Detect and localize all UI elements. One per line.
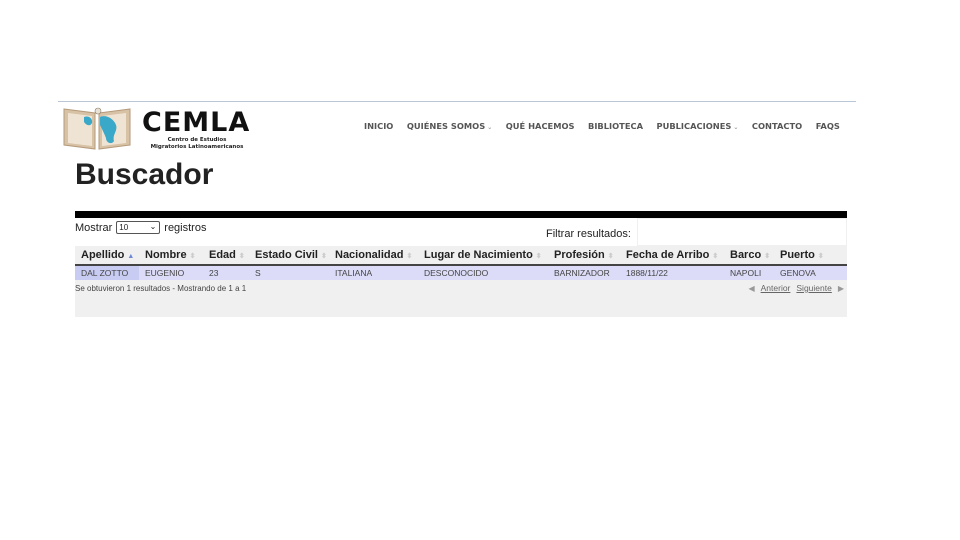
site-header <box>58 102 856 156</box>
next-arrow-icon: ▶ <box>837 283 844 293</box>
sort-icon: ⬍ <box>712 253 719 260</box>
records-label: registros <box>164 221 207 234</box>
column-header-label: Profesión <box>554 249 605 261</box>
sort-icon: ⬍ <box>817 253 824 260</box>
chevron-down-icon: ⌄ <box>487 124 493 131</box>
column-header-label: Edad <box>209 249 236 261</box>
sort-icon: ⬍ <box>320 253 327 260</box>
table-top-bar <box>75 211 847 218</box>
cemla-logo[interactable] <box>62 105 252 153</box>
brand-subtitle-line-2: Migratorios Latinoamericanos <box>150 143 244 150</box>
nav-item-label: QUIÉNES SOMOS <box>406 121 486 131</box>
cell-edad: 23 <box>203 265 249 280</box>
show-label: Mostrar <box>75 221 113 234</box>
column-header-label: Apellido <box>81 249 125 261</box>
column-header-label: Estado Civil <box>255 249 318 261</box>
column-header-label: Nacionalidad <box>335 249 404 261</box>
nav-item-label: CONTACTO <box>751 121 803 131</box>
sort-icon: ⬍ <box>764 253 771 260</box>
column-header-lugar-de-nacimiento[interactable] <box>418 246 548 265</box>
page-title: Buscador <box>75 158 214 191</box>
column-header-label: Lugar de Nacimiento <box>424 249 533 261</box>
column-header-puerto[interactable] <box>774 246 847 265</box>
sort-icon: ⬍ <box>535 253 542 260</box>
previous-page-link[interactable]: Anterior <box>760 283 791 293</box>
next-page-link[interactable]: Siguiente <box>796 283 832 293</box>
nav-item-que-hacemos[interactable] <box>506 121 575 131</box>
column-header-profesion[interactable] <box>548 246 620 265</box>
cell-estado-civil: S <box>249 265 329 280</box>
cell-fecha-de-arribo: 1888/11/22 <box>620 265 724 280</box>
cell-nacionalidad: ITALIANA <box>329 265 418 280</box>
open-book-map-icon <box>62 105 132 151</box>
page-length-value: 10 <box>119 223 129 232</box>
column-header-edad[interactable] <box>203 246 249 265</box>
nav-item-label: FAQS <box>815 121 840 131</box>
nav-item-contacto[interactable] <box>752 121 802 131</box>
chevron-down-icon: ⌄ <box>733 124 739 131</box>
nav-item-label: BIBLIOTECA <box>588 121 643 131</box>
results-table-wrapper <box>75 218 847 317</box>
column-header-fecha-de-arribo[interactable] <box>620 246 724 265</box>
column-header-nombre[interactable] <box>139 246 203 265</box>
nav-item-label: QUÉ HACEMOS <box>505 121 575 131</box>
cell-barco: NAPOLI <box>724 265 774 280</box>
brand-name: CEMLA <box>142 107 251 138</box>
column-header-label: Fecha de Arribo <box>626 249 710 261</box>
cell-nombre: EUGENIO <box>139 265 203 280</box>
chevron-down-icon: ⌄ <box>149 222 157 231</box>
nav-item-faqs[interactable] <box>816 121 840 131</box>
nav-item-label: INICIO <box>364 121 394 131</box>
column-header-apellido[interactable] <box>75 246 139 265</box>
filter-label: Filtrar resultados: <box>546 228 631 240</box>
results-table <box>75 246 847 280</box>
sort-icon: ⬍ <box>189 253 196 260</box>
filter-input[interactable] <box>637 218 847 246</box>
table-header-row <box>75 246 847 265</box>
nav-item-inicio[interactable] <box>364 121 393 131</box>
sort-ascending-icon: ▲ <box>127 253 135 260</box>
page-length-select[interactable] <box>116 221 160 234</box>
brand-subtitle <box>144 137 250 150</box>
column-header-label: Puerto <box>780 249 815 261</box>
main-nav <box>364 121 853 131</box>
nav-item-label: PUBLICACIONES <box>656 121 732 131</box>
cell-puerto: GENOVA <box>774 265 847 280</box>
previous-arrow-icon: ◀ <box>748 283 755 293</box>
table-info: Se obtuvieron 1 resultados - Mostrando de 1 a 1 <box>75 284 247 293</box>
cell-apellido: DAL ZOTTO <box>75 265 139 280</box>
nav-item-quienes-somos[interactable] <box>407 121 492 131</box>
cell-profesion: BARNIZADOR <box>548 265 620 280</box>
nav-item-biblioteca[interactable] <box>588 121 643 131</box>
sort-icon: ⬍ <box>607 253 614 260</box>
column-header-estado-civil[interactable] <box>249 246 329 265</box>
column-header-label: Nombre <box>145 249 187 261</box>
table-row <box>75 265 847 280</box>
brand-subtitle-line-1: Centro de Estudios <box>167 137 227 143</box>
sort-icon: ⬍ <box>406 253 413 260</box>
column-header-barco[interactable] <box>724 246 774 265</box>
sort-icon: ⬍ <box>238 253 245 260</box>
column-header-nacionalidad[interactable] <box>329 246 418 265</box>
page-length-control <box>75 221 206 234</box>
column-header-label: Barco <box>730 249 762 261</box>
nav-item-publicaciones[interactable] <box>657 121 739 131</box>
cell-lugar-de-nacimiento: DESCONOCIDO <box>418 265 548 280</box>
pagination <box>748 283 844 293</box>
